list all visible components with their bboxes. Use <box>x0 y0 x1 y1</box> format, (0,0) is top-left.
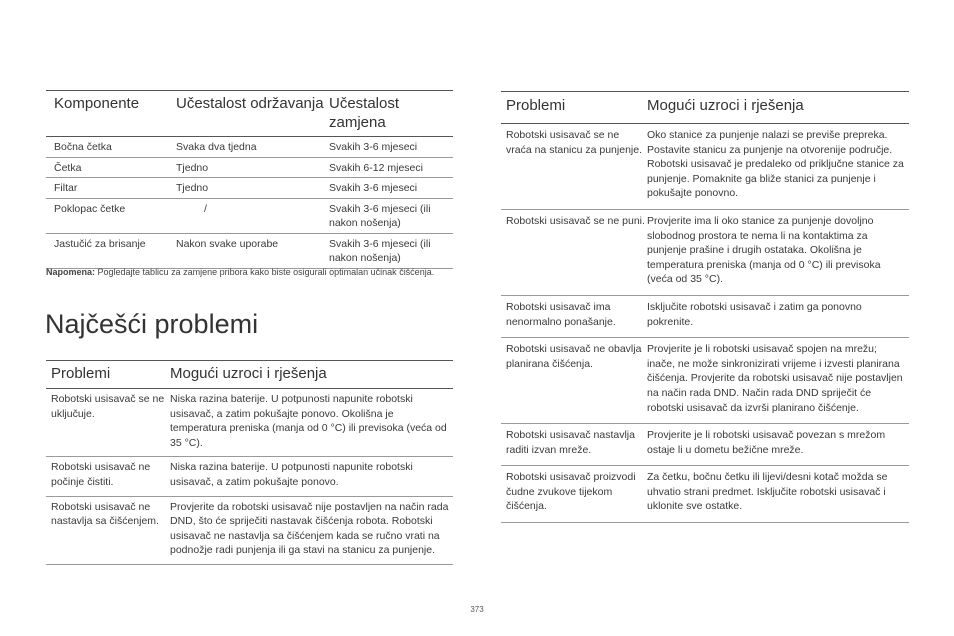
replacement-cell: Svakih 3-6 mjeseci (ili nakon nošenja) <box>329 198 453 233</box>
problems-header-row <box>46 361 453 389</box>
header-solution: Mogući uzroci i rješenja <box>170 361 453 389</box>
maintenance-table <box>46 90 453 269</box>
solution-cell: Oko stanice za punjenje nalazi se previše prepreka. Postavite stanicu za punjenje na otvorenije područje. Robotski usisavač je predaleko od priključne stanice za punjenje. Pomaknite ga bliže stanici za punjenje i pokušajte ponovno. <box>647 124 909 210</box>
problem-cell: Robotski usisavač nastavlja raditi izvan mreže. <box>501 424 647 466</box>
problem-cell: Robotski usisavač ima nenormalno ponašanje. <box>501 295 647 337</box>
table-row <box>46 157 453 178</box>
solution-cell: Provjerite je li robotski usisavač spojen na mrežu; inače, ne može sinkronizirati vrijeme i izvesti planirana čišćenja. Provjerite da robotski usisavač nije postavljen na način rada DND. Način rada DND spriječit će robotski usisavač da izvrši planirano čišćenje. <box>647 338 909 424</box>
solution-cell: Provjerite je li robotski usisavač povezan s mrežom ostaje li u dometu bežične mreže. <box>647 424 909 466</box>
problem-cell: Robotski usisavač ne počinje čistiti. <box>46 457 170 496</box>
table-row <box>46 389 453 457</box>
table-row <box>46 137 453 158</box>
header-problem: Problemi <box>46 361 170 389</box>
section-title: Najčešći problemi <box>45 309 259 339</box>
component-cell: Bočna četka <box>46 137 176 158</box>
maintenance-cell: / <box>176 198 329 233</box>
replacement-cell: Svakih 6-12 mjeseci <box>329 157 453 178</box>
problem-cell: Robotski usisavač se ne vraća na stanicu za punjenje. <box>501 124 647 210</box>
note-label: Napomena: <box>46 267 96 277</box>
table-row <box>501 295 909 337</box>
solution-cell: Isključite robotski usisavač i zatim ga ponovno pokrenite. <box>647 295 909 337</box>
component-cell: Jastučić za brisanje <box>46 233 176 268</box>
problems-table-right <box>501 91 909 523</box>
problems-table-left <box>46 360 453 565</box>
table-row <box>501 124 909 210</box>
page-number: 373 <box>470 605 484 614</box>
problem-cell: Robotski usisavač ne obavlja planirana čišćenja. <box>501 338 647 424</box>
component-cell: Filtar <box>46 178 176 199</box>
header-component: Komponente <box>46 91 176 137</box>
solution-cell: Za četku, bočnu četku ili lijevi/desni kotač možda se uhvatio strani predmet. Isključite robotski usisavač i uklonite sve ostatke. <box>647 466 909 523</box>
solution-cell: Provjerite ima li oko stanice za punjenje dovoljno slobodnog prostora te nema li na kontaktima za punjenje prašine i drugih ostataka. Okolišna je temperatura preniska (manja od 0 °C) ili previsoka (veća od 35 °C). <box>647 209 909 295</box>
table-row <box>46 233 453 268</box>
maintenance-cell: Tjedno <box>176 157 329 178</box>
table-row <box>46 178 453 199</box>
header-problem: Problemi <box>501 92 647 124</box>
table-row <box>46 496 453 564</box>
solution-cell: Niska razina baterije. U potpunosti napunite robotski usisavač, a zatim pokušajte ponovo. Okolišna je temperatura preniska (manja od 0 °C) ili previsoka (veća od 35 °C). <box>170 389 453 457</box>
table-row <box>501 424 909 466</box>
problem-cell: Robotski usisavač se ne uključuje. <box>46 389 170 457</box>
table-row <box>501 338 909 424</box>
problems-header-row <box>501 92 909 124</box>
table-row <box>46 198 453 233</box>
component-cell: Poklopac četke <box>46 198 176 233</box>
component-cell: Četka <box>46 157 176 178</box>
header-replacement-frequency: Učestalost zamjena <box>329 91 453 137</box>
note-text: Pogledajte tablicu za zamjene pribora kako biste osigurali optimalan učinak čišćenja. <box>95 267 435 277</box>
maintenance-cell: Tjedno <box>176 178 329 199</box>
table-row <box>501 209 909 295</box>
table-row <box>501 466 909 523</box>
solution-cell: Niska razina baterije. U potpunosti napunite robotski usisavač, a zatim pokušajte ponovo. <box>170 457 453 496</box>
problem-cell: Robotski usisavač proizvodi čudne zvukove tijekom čišćenja. <box>501 466 647 523</box>
solution-cell: Provjerite da robotski usisavač nije postavljen na način rada DND, što će spriječiti nastavak čišćenja robota. Robotski usisavač ne nastavlja sa čišćenjem kada se ručno vrati na podnožje radi punjenja ili ga stavi na stanicu za punjenje. <box>170 496 453 564</box>
maintenance-header-row <box>46 91 453 137</box>
replacement-cell: Svakih 3-6 mjeseci <box>329 137 453 158</box>
header-maintenance-frequency: Učestalost održavanja <box>176 91 329 137</box>
table-row <box>46 457 453 496</box>
problem-cell: Robotski usisavač ne nastavlja sa čišćenjem. <box>46 496 170 564</box>
problem-cell: Robotski usisavač se ne puni. <box>501 209 647 295</box>
maintenance-note <box>46 265 453 279</box>
header-solution: Mogući uzroci i rješenja <box>647 92 909 124</box>
replacement-cell: Svakih 3-6 mjeseci (ili nakon nošenja) <box>329 233 453 268</box>
maintenance-cell: Svaka dva tjedna <box>176 137 329 158</box>
maintenance-cell: Nakon svake uporabe <box>176 233 329 268</box>
replacement-cell: Svakih 3-6 mjeseci <box>329 178 453 199</box>
